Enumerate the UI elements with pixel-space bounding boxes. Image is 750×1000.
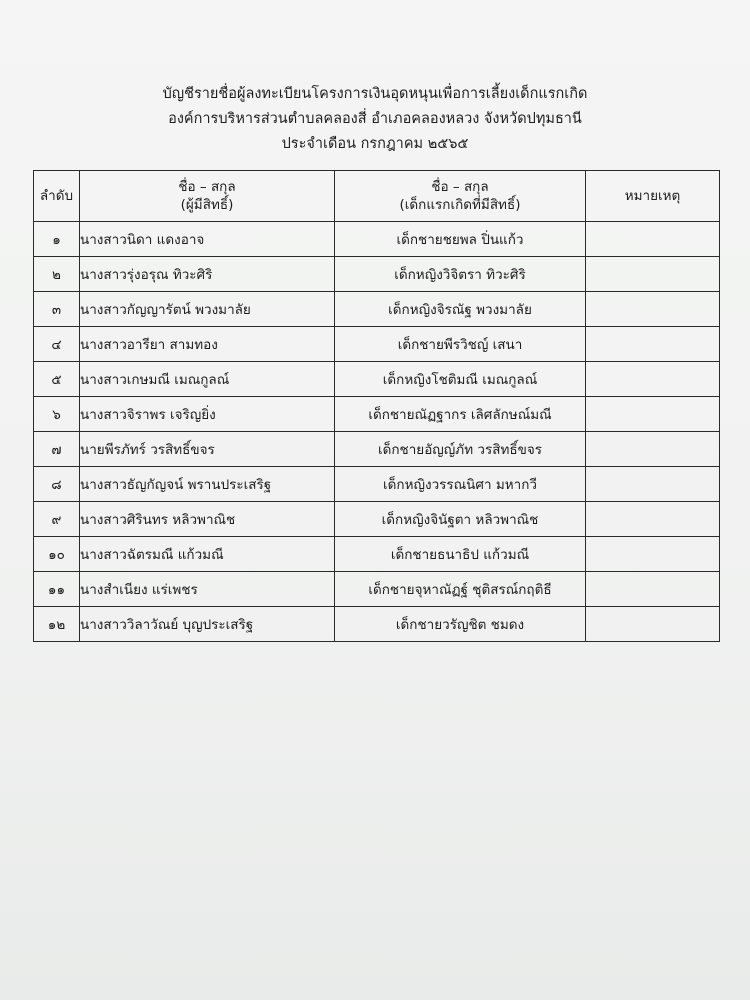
child-name-cell: เด็กหญิงจินัฐตา หลิวพาณิช xyxy=(335,502,586,537)
row-number: ๗ xyxy=(34,432,80,467)
row-number: ๑๒ xyxy=(34,607,80,642)
remark-cell xyxy=(586,292,720,327)
table-body xyxy=(34,222,720,642)
table-row xyxy=(34,432,720,467)
child-name-cell: เด็กหญิงจิรณัฐ พวงมาลัย xyxy=(335,292,586,327)
table-row xyxy=(34,222,720,257)
remark-cell xyxy=(586,222,720,257)
parent-name-cell: นางสาวกัญญารัตน์ พวงมาลัย xyxy=(80,292,335,327)
remark-cell xyxy=(586,432,720,467)
parent-name-cell: นางสาวเกษมณี เมณกูลณ์ xyxy=(80,362,335,397)
table-row xyxy=(34,537,720,572)
row-number: ๔ xyxy=(34,327,80,362)
parent-name-cell: นางสาวฉัตรมณี แก้วมณี xyxy=(80,537,335,572)
table-row xyxy=(34,502,720,537)
row-number: ๓ xyxy=(34,292,80,327)
child-name-cell: เด็กหญิงวิจิตรา ทิวะศิริ xyxy=(335,257,586,292)
remark-cell xyxy=(586,607,720,642)
remark-cell xyxy=(586,397,720,432)
parent-name-cell: นางสำเนียง แร่เพชร xyxy=(80,572,335,607)
remark-cell xyxy=(586,537,720,572)
header-number: ลำดับ xyxy=(34,171,80,222)
row-number: ๖ xyxy=(34,397,80,432)
table-row xyxy=(34,397,720,432)
row-number: ๑๑ xyxy=(34,572,80,607)
child-name-cell: เด็กหญิงวรรณนิศา มหากวี xyxy=(335,467,586,502)
document-title-line2: องค์การบริหารส่วนตำบลคลองสี่ อำเภอคลองหลวง จังหวัดปทุมธานี xyxy=(168,111,582,127)
table-row xyxy=(34,257,720,292)
header-parent-name-label: ชื่อ – สกุล xyxy=(178,179,236,195)
child-name-cell: เด็กชายชยพล ปิ่นแก้ว xyxy=(335,222,586,257)
table-row xyxy=(34,572,720,607)
row-number: ๑ xyxy=(34,222,80,257)
child-name-cell: เด็กชายจุหาณัฏฐ์ ชุติสรณ์กฤติธี xyxy=(335,572,586,607)
remark-cell xyxy=(586,257,720,292)
table-row xyxy=(34,292,720,327)
header-parent-name-sub: (ผู้มีสิทธิ์) xyxy=(180,197,234,213)
header-parent-name xyxy=(80,171,335,222)
remark-cell xyxy=(586,502,720,537)
table-row xyxy=(34,362,720,397)
parent-name-cell: นางสาวรุ่งอรุณ ทิวะศิริ xyxy=(80,257,335,292)
child-name-cell: เด็กชายพีรวิชญ์ เสนา xyxy=(335,327,586,362)
remark-cell xyxy=(586,572,720,607)
document-title-line1: บัญชีรายชื่อผู้ลงทะเบียนโครงการเงินอุดหนุนเพื่อการเลี้ยงเด็กแรกเกิด xyxy=(162,86,588,102)
parent-name-cell: นางสาวศิรินทร หลิวพาณิช xyxy=(80,502,335,537)
table-row xyxy=(34,467,720,502)
table-header-row xyxy=(34,171,720,222)
header-child-name xyxy=(335,171,586,222)
table-row xyxy=(34,607,720,642)
remark-cell xyxy=(586,467,720,502)
parent-name-cell: นางสาวนิดา แดงอาจ xyxy=(80,222,335,257)
child-name-cell: เด็กชายอัญญ์ภัท วรสิทธิ์ขจร xyxy=(335,432,586,467)
child-name-cell: เด็กชายธนาธิป แก้วมณี xyxy=(335,537,586,572)
header-child-name-label: ชื่อ – สกุล xyxy=(431,179,489,195)
remark-cell xyxy=(586,362,720,397)
registration-table xyxy=(33,170,720,642)
child-name-cell: เด็กชายวรัญชิต ชมดง xyxy=(335,607,586,642)
row-number: ๘ xyxy=(34,467,80,502)
parent-name-cell: นางสาวอารียา สามทอง xyxy=(80,327,335,362)
remark-cell xyxy=(586,327,720,362)
parent-name-cell: นายพีรภัทร์ วรสิทธิ์ขจร xyxy=(80,432,335,467)
document-title-line3: ประจำเดือน กรกฎาคม ๒๕๖๕ xyxy=(281,136,469,152)
child-name-cell: เด็กหญิงโชติมณี เมณกูลณ์ xyxy=(335,362,586,397)
parent-name-cell: นางสาวธัญกัญจน์ พรานประเสริฐ xyxy=(80,467,335,502)
header-child-name-sub: (เด็กแรกเกิดที่มีสิทธิ์) xyxy=(399,197,521,213)
child-name-cell: เด็กชายณัฏฐากร เลิศลักษณ์มณี xyxy=(335,397,586,432)
parent-name-cell: นางสาววิลาวัณย์ บุญประเสริฐ xyxy=(80,607,335,642)
row-number: ๒ xyxy=(34,257,80,292)
row-number: ๑๐ xyxy=(34,537,80,572)
table-row xyxy=(34,327,720,362)
row-number: ๕ xyxy=(34,362,80,397)
row-number: ๙ xyxy=(34,502,80,537)
parent-name-cell: นางสาวจิราพร เจริญยิ่ง xyxy=(80,397,335,432)
header-remark: หมายเหตุ xyxy=(586,171,720,222)
